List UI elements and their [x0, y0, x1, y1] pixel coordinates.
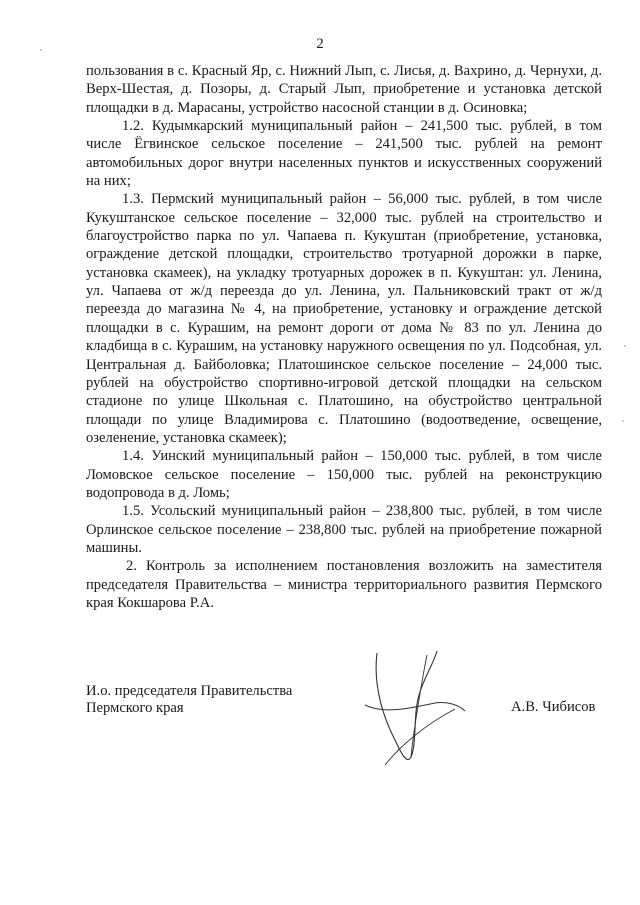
document-body — [86, 62, 602, 612]
signatory-title-line2: Пермского края — [86, 699, 184, 716]
signatory-title — [86, 683, 292, 716]
signatory-name: А.В. Чибисов — [511, 699, 596, 715]
scan-speck — [622, 420, 624, 422]
signatory-title-line1: И.о. председателя Правительства — [86, 683, 293, 699]
paragraph-1-4: 1.4. Уинский муниципальный район – 150,000 тыс. рублей, в том числе Ломовское сельское поселение – 150,000 тыс. рублей на реконструкцию водопровода в д. Ломь; — [86, 448, 602, 501]
paragraph-2: 2. Контроль за исполнением постановления возложить на заместителя председателя Правительства – министра территориального развития Пермского края Кокшарова Р.А. — [86, 558, 602, 611]
paragraph-1-2: 1.2. Кудымкарский муниципальный район – 241,500 тыс. рублей, в том числе Ёгвинское сельское поселение – 241,500 тыс. рублей на ремонт автомобильных дорог внутри населенных пунктов и искусственных сооружений на них; — [86, 118, 602, 190]
paragraph-1-5: 1.5. Усольский муниципальный район – 238,800 тыс. рублей, в том числе Орлинское сельское поселение – 238,800 тыс. рублей на приобретение пожарной машины. — [86, 503, 602, 556]
paragraph-1-3: 1.3. Пермский муниципальный район – 56,000 тыс. рублей, в том числе Кукуштанское сельское поселение – 32,000 тыс. рублей на строительство и благоустройство парка по ул. Чапаева п. Кукуштан (приобретение, установка, ограждение детской площадки, строительство тротуарной дорожки в парке, установка скамеек), на укладку тротуарных дорожек в п. Кукуштан: ул. Ленина, ул. Чапаева от ж/д переезда до ул. Ленина, ул. Пальниковский тракт от ж/д переезда до магазина № 4, на приобретение, установку и ограждение детской площадки в с. Курашим, на ремонт дороги от дома № 83 по ул. Ленина до кладбища в с. Курашим, на установку наружного освещения по ул. Подсобная, ул. Центральная д. Байболовка; Платошинское сельское поселение – 24,000 тыс. рублей на обустройство спортивно-игровой детской площадки на сельском стадионе по улице Школьная с. Платошино, на обустройство центральной площади по улице Владимирова с. Платошино (водоотведение, освещение, озеленение, установка скамеек); — [86, 191, 602, 446]
scan-speck — [40, 49, 42, 51]
paragraph-continuation: пользования в с. Красный Яр, с. Нижний Лып, с. Лисья, д. Вахрино, д. Чернухи, д. Верх-Шестая, д. Позоры, д. Старый Лып, приобретение и установка детской площадки в д. Марасаны, устройство насосной станции в д. Осиновка; — [86, 63, 602, 116]
handwritten-signature — [355, 645, 475, 775]
page-number: 2 — [316, 36, 324, 52]
scan-speck — [624, 345, 626, 347]
